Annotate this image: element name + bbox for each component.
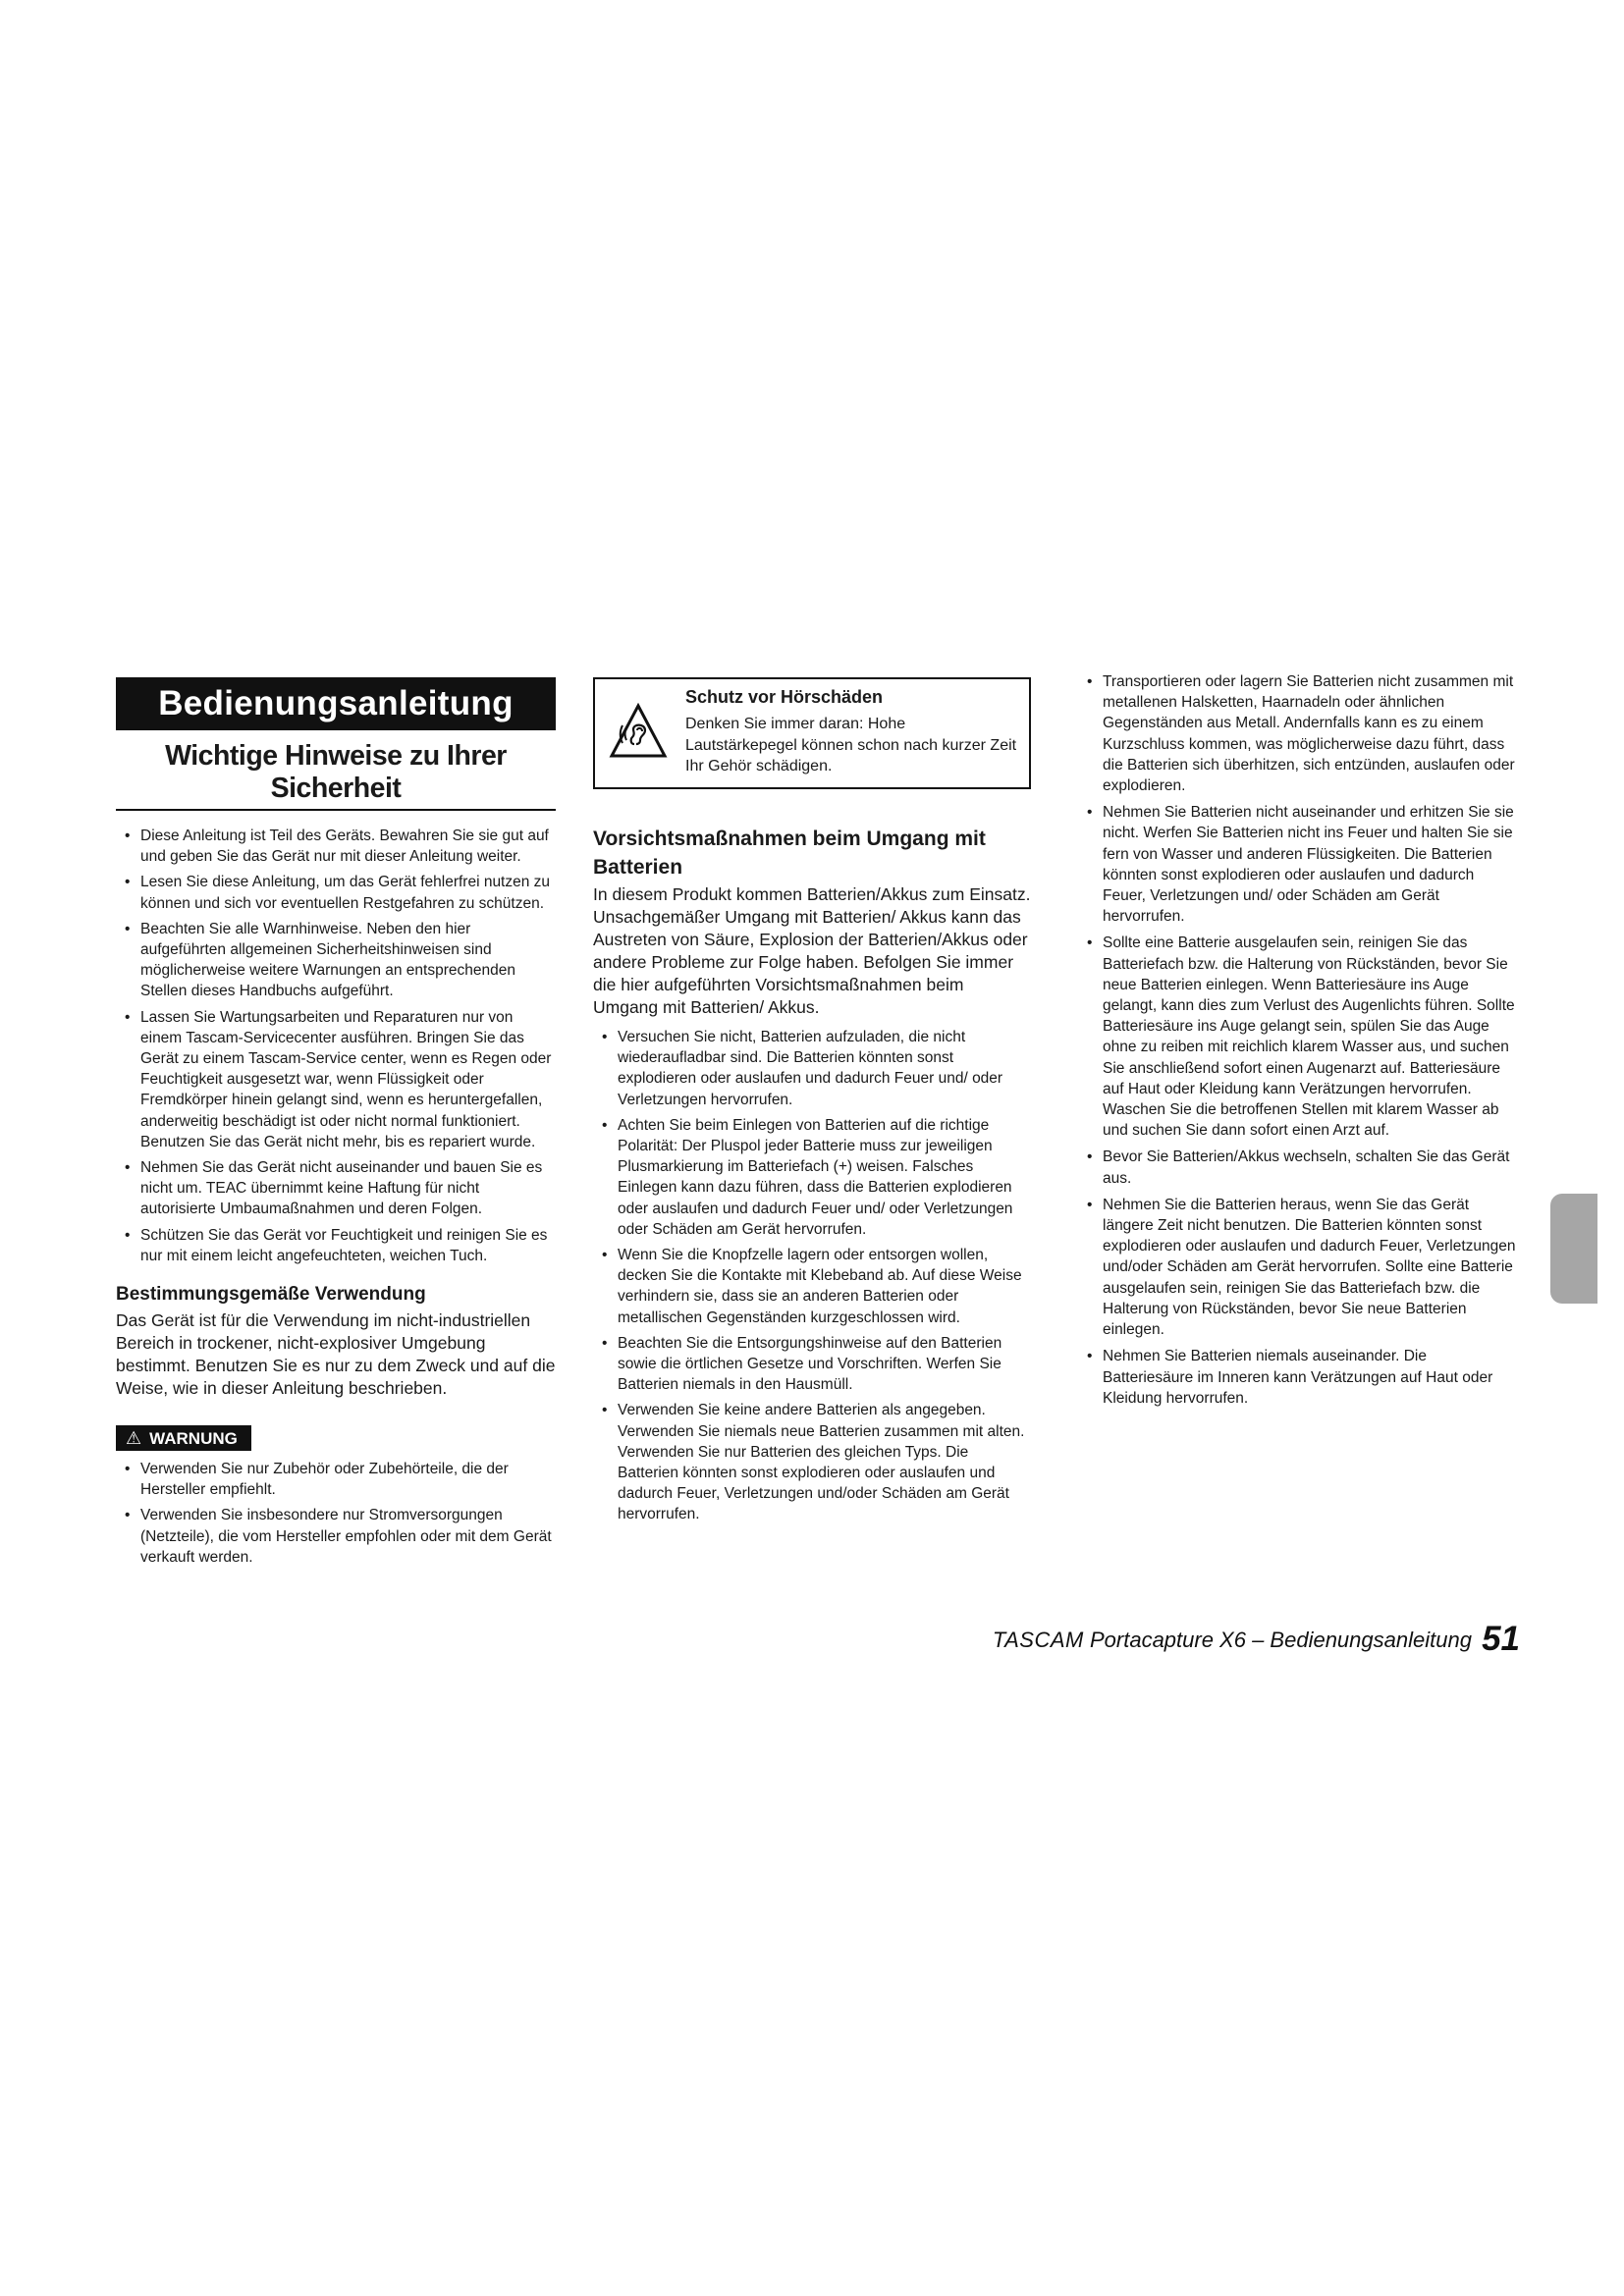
warning-triangle-icon: ⚠ — [126, 1428, 142, 1449]
hearing-text-block — [685, 687, 1021, 777]
hearing-text: Denken Sie immer daran: Hohe Lautstärkepegel können schon nach kurzer Zeit Ihr Gehör schädigen. — [685, 716, 1017, 774]
battery-list-continued — [1078, 671, 1516, 1409]
list-item: • Nehmen Sie das Gerät nicht auseinander und bauen Sie es nicht um. TEAC übernimmt keine Haftung für nicht autorisierte Umbaumaßnahmen und deren Folgen. — [116, 1157, 556, 1220]
section-subtitle: Wichtige Hinweise zu Ihrer Sicherheit — [116, 740, 556, 811]
list-item: • Beachten Sie alle Warnhinweise. Neben den hier aufgeführten allgemeinen Sicherheitshinweisen sind möglicherweise weitere Warnungen an entsprechenden Stellen dieses Handbuchs aufgeführt. — [116, 919, 556, 1002]
chapter-tab-marker — [1550, 1194, 1597, 1304]
list-item: • Diese Anleitung ist Teil des Geräts. Bewahren Sie sie gut auf und geben Sie das Gerät nur mit dieser Anleitung weiter. — [116, 826, 556, 867]
intended-use-heading: Bestimmungsgemäße Verwendung — [116, 1284, 426, 1306]
list-item: • Schützen Sie das Gerät vor Feuchtigkeit und reinigen Sie es nur mit einem leicht angefeuchteten, weichen Tuch. — [116, 1225, 556, 1266]
list-item: • Verwenden Sie keine andere Batterien als angegeben. Verwenden Sie niemals neue Batterien zusammen mit alten. Verwenden Sie nur Batterien des gleichen Typs. Die Batterien könnten sonst explodieren oder auslaufen und dadurch Feuer, Verletzungen und/oder Schäden am Gerät hervorrufen. — [593, 1400, 1031, 1524]
list-item: • Lesen Sie diese Anleitung, um das Gerät fehlerfrei nutzen zu können und sich vor eventuellen Restgefahren zu schützen. — [116, 872, 556, 913]
page-number: 51 — [1482, 1620, 1520, 1658]
list-item: • Bevor Sie Batterien/Akkus wechseln, schalten Sie das Gerät aus. — [1078, 1147, 1516, 1188]
list-item: • Transportieren oder lagern Sie Batterien nicht zusammen mit metallenen Halsketten, Haarnadeln oder ähnlichen Gegenständen aus Metall. Andernfalls kann es zu einem Kurzschluss kommen, was möglicherweise dazu führt, dass die Batterien sich überhitzen, sich entzünden, auslaufen oder explodieren. — [1078, 671, 1516, 796]
hearing-title: Schutz vor Hörschäden — [685, 687, 884, 707]
warning-badge — [116, 1425, 251, 1451]
ear-warning-icon — [609, 703, 668, 760]
column-right — [1078, 671, 1516, 1415]
battery-heading: Vorsichtsmaßnahmen beim Umgang mit Batterien — [593, 828, 986, 879]
list-item: • Versuchen Sie nicht, Batterien aufzuladen, die nicht wiederaufladbar sind. Die Batterien könnten sonst explodieren oder auslaufen und dadurch Feuer und/ oder Verletzungen hervorrufen. — [593, 1027, 1031, 1110]
list-item: • Lassen Sie Wartungsarbeiten und Reparaturen nur von einem Tascam-Servicecenter ausführen. Bringen Sie das Gerät zu einem Tascam-Service center, wenn es Regen oder Feuchtigkeit ausgesetzt war, wenn Flüssigkeit oder Fremdkörper hinein gelangt sind, wenn es heruntergefallen, anderweitig beschädigt ist oder nicht normal funktioniert. Benutzen Sie das Gerät nicht mehr, bis es repariert wurde. — [116, 1007, 556, 1152]
list-item: • Nehmen Sie Batterien nicht auseinander und erhitzen Sie sie nicht. Werfen Sie Batterien nicht ins Feuer und halten Sie sie fern von Wasser und anderen Flüssigkeiten. Die Batterien könnten sonst explodieren oder auslaufen und dadurch Feuer, Verletzungen und/ oder Schäden am Gerät hervorrufen. — [1078, 802, 1516, 927]
list-item: • Wenn Sie die Knopfzelle lagern oder entsorgen wollen, decken Sie die Kontakte mit Klebeband ab. Auf diese Weise verhindern sie, dass sie an anderen Batterien oder metallischen Gegenständen kurzgeschlossen wird. — [593, 1245, 1031, 1328]
warning-list — [116, 1459, 556, 1568]
list-item: • Sollte eine Batterie ausgelaufen sein, reinigen Sie das Batteriefach bzw. die Halterung von Rückständen, bevor Sie neue Batterien einlegen. Wenn Batteriesäure ins Auge gelangt, kann dies zum Verlust des Augenlichts führen. Sollte Batteriesäure ins Auge gelangt sein, spülen Sie das Auge ohne zu reiben mit reichlich klarem Wasser aus, und suchen Sie anschließend sofort einen Augenarzt auf. Batteriesäure auf Haut oder Kleidung kann Verätzungen hervorrufen. Waschen Sie die betroffenen Stellen mit klarem Wasser ab und suchen Sie dann sofort einen Arzt auf. — [1078, 933, 1516, 1141]
hearing-protection-box — [593, 677, 1031, 789]
column-left — [116, 677, 556, 1573]
list-item: • Achten Sie beim Einlegen von Batterien auf die richtige Polarität: Der Pluspol jeder Batterie muss zur jeweiligen Plusmarkierung im Batteriefach (+) weisen. Falsches Einlegen kann dazu führen, dass die Batterien explodieren oder auslaufen und dadurch Feuer und/ oder Verletzungen oder Schäden am Gerät hervorrufen. — [593, 1115, 1031, 1240]
list-item: • Verwenden Sie insbesondere nur Stromversorgungen (Netzteile), die vom Hersteller empfohlen oder mit dem Gerät verkauft werden. — [116, 1505, 556, 1568]
footer-product: Portacapture X6 – Bedienungsanleitung — [1089, 1628, 1472, 1652]
column-middle — [593, 677, 1031, 1530]
list-item: • Nehmen Sie Batterien niemals auseinander. Die Batteriesäure im Inneren kann Verätzungen auf Haut oder Kleidung hervorrufen. — [1078, 1346, 1516, 1409]
battery-intro: In diesem Produkt kommen Batterien/Akkus zum Einsatz. Unsachgemäßer Umgang mit Batterien/ Akkus kann das Austreten von Säure, Explosion der Batterien/Akkus oder andere Probleme zur Folge haben. Befolgen Sie immer die hier aufgeführten Vorsichtsmaßnahmen beim Umgang mit Batterien/ Akkus. — [593, 884, 1031, 1017]
list-item: • Nehmen Sie die Batterien heraus, wenn Sie das Gerät längere Zeit nicht benutzen. Die Batterien könnten sonst explodieren oder auslaufen und dadurch Feuer, Verletzungen und/oder Schäden am Gerät hervorrufen. Sollte eine Batterie ausgelaufen sein, reinigen Sie das Batteriefach bzw. die Halterung von Rückständen, bevor Sie neue Batterien einlegen. — [1078, 1195, 1516, 1340]
intended-use-text: Das Gerät ist für die Verwendung im nicht-industriellen Bereich in trockener, nicht-explosiver Umgebung bestimmt. Benutzen Sie es nur zu dem Zweck und auf die Weise, wie in dieser Anleitung beschrieben. — [116, 1310, 556, 1399]
list-item: • Beachten Sie die Entsorgungshinweise auf den Batterien sowie die örtlichen Gesetze und Vorschriften. Werfen Sie Batterien niemals in den Hausmüll. — [593, 1333, 1031, 1396]
warning-label: WARNUNG — [149, 1429, 238, 1449]
page-footer — [993, 1620, 1520, 1659]
footer-brand: TASCAM — [992, 1628, 1084, 1652]
list-item: • Verwenden Sie nur Zubehör oder Zubehörteile, die der Hersteller empfiehlt. — [116, 1459, 556, 1500]
page-title: Bedienungsanleitung — [116, 677, 556, 730]
safety-list — [116, 826, 556, 1266]
battery-list — [593, 1027, 1031, 1525]
